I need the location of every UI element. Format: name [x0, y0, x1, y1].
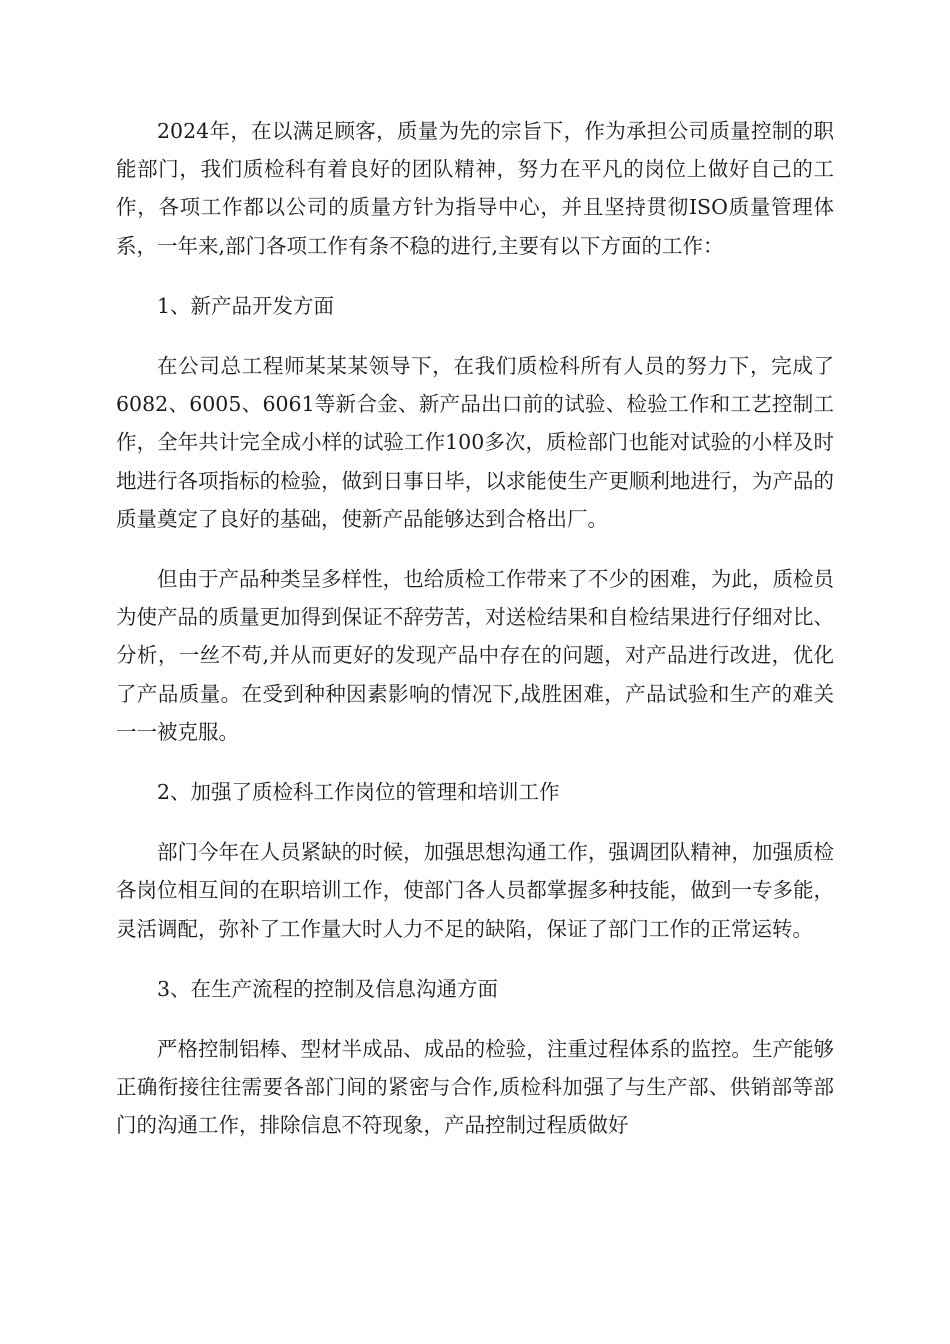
process-control-paragraph: 严格控制铝棒、型材半成品、成品的检验，注重过程体系的监控。生产能够正确衔接往往需要各部门间的紧密与合作,质检科加强了与生产部、供销部等部门的沟通工作，排除信息不符现象，产品控制过程质做好 — [116, 1037, 834, 1138]
document-body — [116, 112, 834, 1167]
intro-paragraph: 2024年，在以满足顾客，质量为先的宗旨下，作为承担公司质量控制的职能部门，我们质检科有着良好的团队精神，努力在平凡的岗位上做好自己的工作，各项工作都以公司的质量方针为指导中心，并且坚持贯彻ISO质量管理体系，一年来,部门各项工作有条不稳的进行,主要有以下方面的工作： — [116, 119, 834, 258]
new-product-paragraph: 在公司总工程师某某某领导下，在我们质检科所有人员的努力下，完成了6082、6005、6061等新合金、新产品出口前的试验、检验工作和工艺控制工作，全年共计完全成小样的试验工作100多次，质检部门也能对试验的小样及时地进行各项指标的检验，做到日事日毕，以求能使生产更顺利地进行，为产品的质量奠定了良好的基础，使新产品能够达到合格出厂。 — [116, 354, 834, 531]
difficulty-paragraph: 但由于产品种类呈多样性，也给质检工作带来了不少的困难，为此，质检员为使产品的质量更加得到保证不辞劳苦，对送检结果和自检结果进行仔细对比、分析，一丝不苟,并从而更好的发现产品中存在的问题，对产品进行改进，优化了产品质量。在受到种种因素影响的情况下,战胜困难，产品试验和生产的难关一一被克服。 — [116, 567, 834, 744]
section-heading-new-product: 1、新产品开发方面 — [157, 293, 335, 318]
training-paragraph: 部门今年在人员紧缺的时候，加强思想沟通工作，强调团队精神，加强质检各岗位相互间的在职培训工作，使部门各人员都掌握多种技能，做到一专多能，灵活调配，弥补了工作量大时人力不足的缺陷，保证了部门工作的正常运转。 — [116, 840, 834, 941]
section-heading-training: 2、加强了质检科工作岗位的管理和培训工作 — [157, 780, 560, 805]
section-heading-process-control: 3、在生产流程的控制及信息沟通方面 — [157, 976, 499, 1001]
